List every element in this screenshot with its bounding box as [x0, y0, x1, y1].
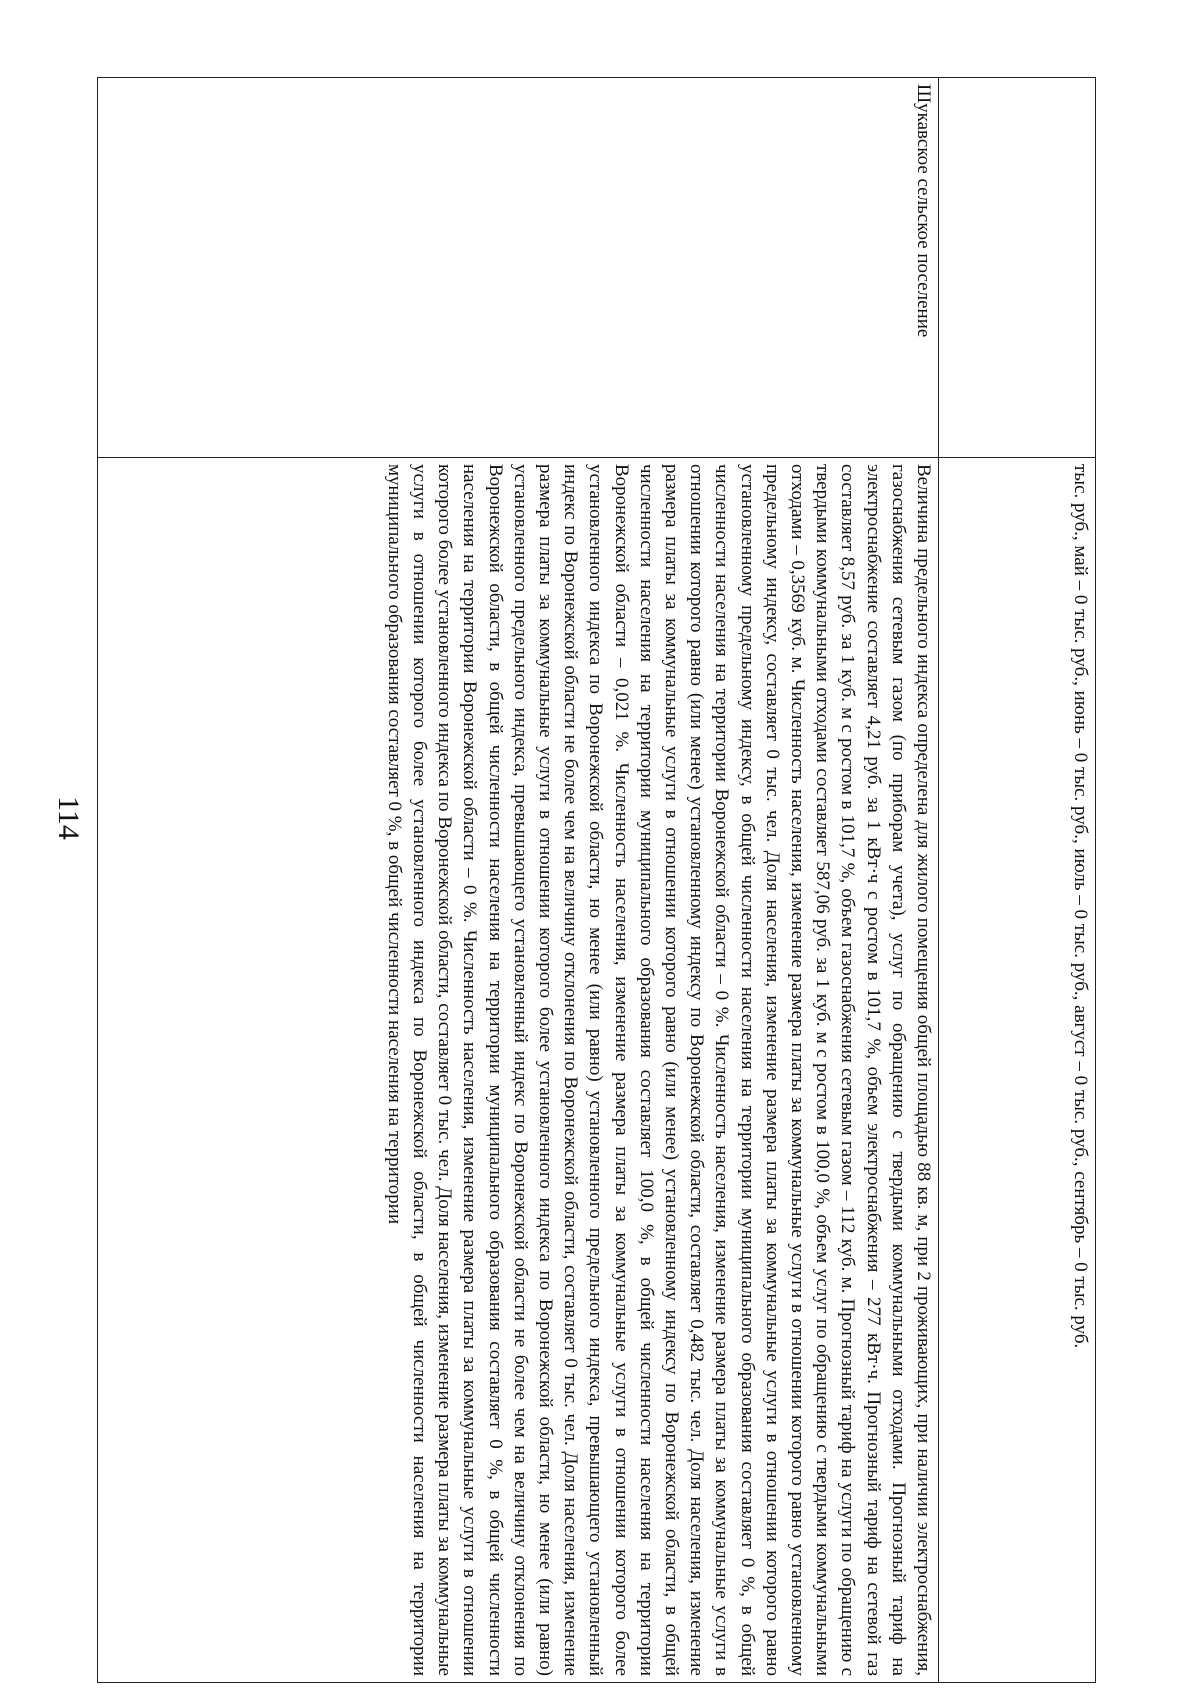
municipal-index-table	[97, 77, 1096, 1683]
settlement-name-cell	[939, 78, 1096, 458]
rotated-page-content	[96, 77, 1096, 1682]
page-number: 114	[52, 796, 85, 840]
description-cell: тыс. руб., май – 0 тыс. руб., июнь – 0 тыс. руб., июль – 0 тыс. руб., август – 0 тыс. руб., сентябрь – 0 тыс. руб.	[939, 458, 1096, 1683]
description-cell: Величина предельного индекса определена для жилого помещения общей площадью 88 кв. м, при 2 проживающих, при наличии электроснабжения, газоснабжения сетевым газом (по приборам учета), услуг по обращению с твердыми коммунальными отходами. Прогнозный тариф на электроснабжение составляет 4,21 руб. за 1 кВт·ч с ростом в 101,7 %, объем электроснабжения – 277 кВт·ч. Прогнозный тариф на сетевой газ составляет 8,57 руб. за 1 куб. м с ростом в 101,7 %, объем газоснабжения сетевым газом – 112 куб. м. Прогнозный тариф на услуги по обращению с твердыми коммунальными отходами составляет 587,06 руб. за 1 куб. м с ростом в 100,0 %, объем услуг по обращению с твердыми коммунальными отходами – 0,3569 куб. м. Численность населения, изменение размера платы за коммунальные услуги в отношении которого равно установленному предельному индексу, составляет 0 тыс. чел. Доля населения, изменение размера платы за коммунальные услуги в отношении которого равно установленному предельному индексу, в общей численности населения на территории муниципального образования составляет 0 %, в общей численности населения на территории Воронежской области – 0 %. Численность населения, изменение размера платы за коммунальные услуги в отношении которого равно (или менее) установленному индексу по Воронежской области, составляет 0,482 тыс. чел. Доля населения, изменение размера платы за коммунальные услуги в отношении которого равно (или менее) установленному индексу по Воронежской области, в общей численности населения на территории муниципального образования составляет 100,0 %, в общей численности населения на территории Воронежской области – 0,021 %. Численность населения, изменение размера платы за коммунальные услуги в отношении которого более установленного индекса по Воронежской области, но менее (или равно) установленного предельного индекса, превышающего установленный индекс по Воронежской области не более чем на величину отклонения по Воронежской области, составляет 0 тыс. чел. Доля населения, изменение размера платы за коммунальные услуги в отношении которого более установленного индекса по Воронежской области, но менее (или равно) установленного предельного индекса, превышающего установленный индекс по Воронежской области не более чем на величину отклонения по Воронежской области, в общей численности населения на территории муниципального образования составляет 0 %, в общей численности населения на территории Воронежской области – 0 %. Численность населения, изменение размера платы за коммунальные услуги в отношении которого более установленного индекса по Воронежской области, составляет 0 тыс. чел. Доля населения, изменение размера платы за коммунальные услуги в отношении которого более установленного индекса по Воронежской области, в общей численности населения на территории муниципального образования составляет 0 %, в общей численности населения на территории	[98, 458, 939, 1683]
settlement-name-cell: Шукавское сельское поселение	[98, 78, 939, 458]
table-row	[98, 78, 939, 1683]
table-row	[939, 78, 1096, 1683]
